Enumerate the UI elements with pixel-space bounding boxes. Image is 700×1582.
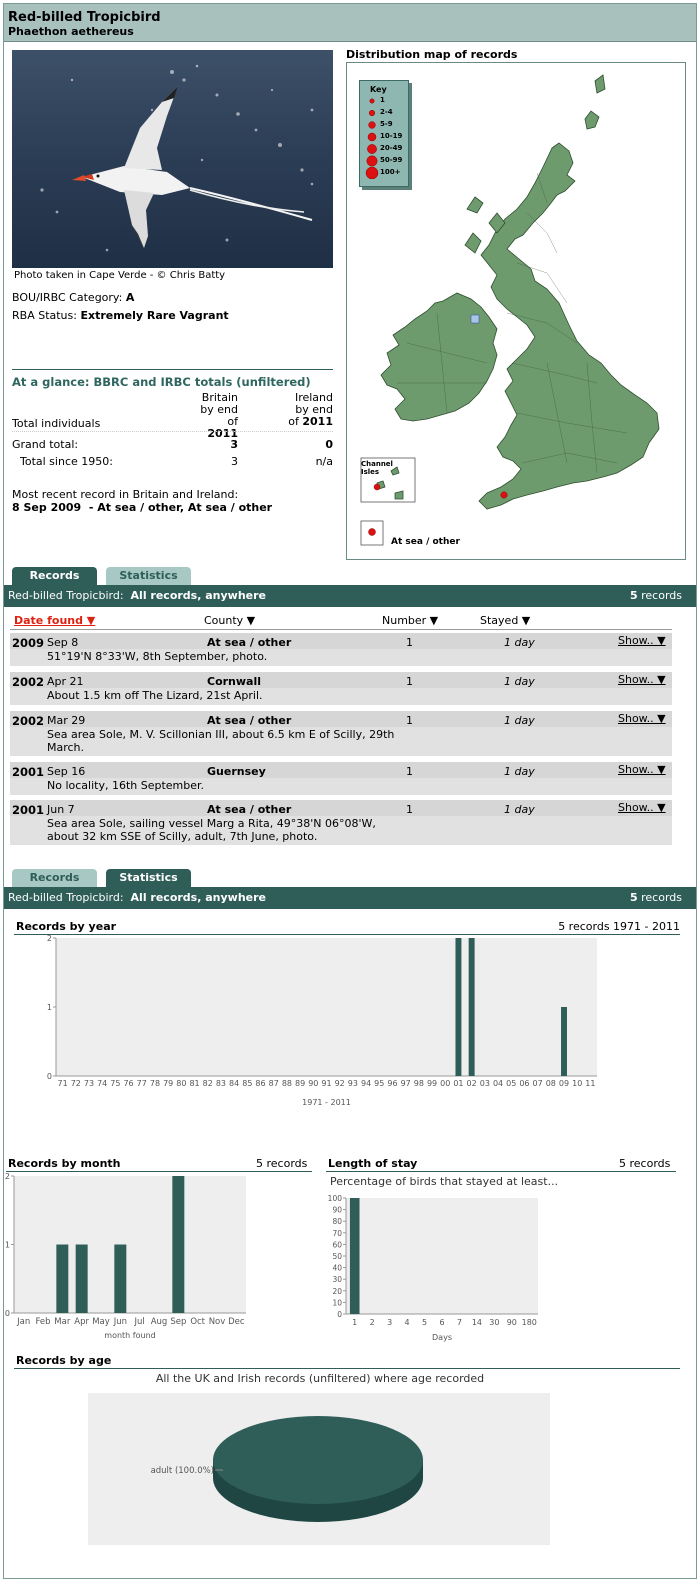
by-age-title: Records by age [16, 1354, 112, 1367]
by-month-summary: 5 records [256, 1157, 308, 1170]
glance-col-britain [200, 392, 238, 440]
x-axis-label: 1971 - 2011 [302, 1098, 351, 1107]
map-key-item [360, 131, 410, 143]
x-tick-label: 1 [352, 1318, 358, 1327]
species-name: Red-billed Tropicbird [8, 10, 161, 25]
record-row [10, 672, 672, 705]
x-tick-label: 2 [369, 1318, 375, 1327]
record-show-link[interactable]: Show.. ▼ [618, 634, 666, 647]
x-tick-label: 07 [532, 1079, 543, 1088]
record-number: 1 [406, 765, 413, 778]
record-county: Cornwall [207, 675, 262, 688]
record-stayed: 1 day [504, 714, 535, 727]
col-britain-line1: Britain [201, 391, 238, 404]
y-tick-label: 40 [332, 1263, 342, 1273]
y-tick-label: 2 [4, 1172, 10, 1181]
record-row [10, 711, 672, 756]
record-description: Sea area Sole, M. V. Scillonian III, about 6.5 km E of Scilly, 29th March. [47, 728, 395, 754]
record-row-header [10, 711, 672, 727]
x-tick-label: 30 [489, 1318, 500, 1327]
map-key-label: 2-4 [380, 108, 393, 116]
sort-stayed[interactable]: Stayed ▼ [480, 614, 531, 627]
record-stayed: 1 day [504, 765, 535, 778]
map-key-label: 50-99 [380, 156, 403, 164]
sort-number[interactable]: Number ▼ [382, 614, 439, 627]
x-tick-label: 09 [558, 1079, 570, 1088]
record-show-link[interactable]: Show.. ▼ [618, 673, 666, 686]
map-key-title: Key [370, 85, 387, 94]
y-tick-label: 1 [46, 1003, 52, 1012]
map-record-dot [501, 492, 507, 498]
glance-divider-dotted [12, 431, 333, 432]
y-tick-label: 70 [332, 1228, 342, 1238]
records-bar-title: Red-billed Tropicbird: All records, anywhere [8, 589, 266, 602]
map-key-dot [367, 156, 377, 166]
record-year: 2001 [12, 765, 45, 779]
x-tick-label: 02 [466, 1079, 477, 1088]
record-show-link[interactable]: Show.. ▼ [618, 712, 666, 725]
record-row [10, 762, 672, 795]
map-key-label: 20-49 [380, 144, 403, 152]
x-tick-label: 86 [255, 1079, 266, 1088]
y-tick-label: 0 [4, 1309, 10, 1318]
col-ireland-line2: by end [295, 403, 333, 416]
x-tick-label: 01 [453, 1079, 464, 1088]
glance-row-header: Total individuals [12, 417, 101, 430]
x-tick-label: 79 [163, 1079, 174, 1088]
bar [455, 938, 461, 1076]
x-tick-label: Dec [228, 1317, 245, 1327]
x-tick-label: 06 [519, 1079, 530, 1088]
grand-total-ireland: 0 [325, 438, 333, 451]
x-tick-label: 76 [123, 1079, 134, 1088]
species-header [4, 4, 696, 42]
x-tick-label: 93 [347, 1079, 358, 1088]
x-axis-label: Days [432, 1333, 452, 1342]
record-county: At sea / other [207, 803, 292, 816]
x-tick-label: 85 [242, 1079, 253, 1088]
x-tick-label: Apr [74, 1317, 90, 1327]
x-tick-label: 6 [439, 1318, 445, 1327]
record-description: 51°19'N 8°33'W, 8th September, photo. [47, 650, 268, 663]
map-key-item [360, 107, 410, 119]
x-tick-label: 4 [404, 1318, 410, 1327]
stay-title: Length of stay [328, 1157, 418, 1170]
x-tick-label: 10 [572, 1079, 583, 1088]
x-tick-label: 71 [57, 1079, 68, 1088]
grand-total-britain: 3 [230, 438, 238, 451]
map-key-dot [367, 144, 376, 153]
record-description: No locality, 16th September. [47, 779, 205, 792]
x-tick-label: 96 [387, 1079, 398, 1088]
record-county: At sea / other [207, 636, 292, 649]
x-tick-label: Oct [190, 1317, 206, 1327]
record-stayed: 1 day [504, 675, 535, 688]
rba-status-label: RBA Status: [12, 309, 77, 322]
y-tick-label: 10 [332, 1298, 342, 1308]
records-column-headers [0, 614, 700, 630]
x-tick-label: 89 [295, 1079, 306, 1088]
record-stayed: 1 day [504, 636, 535, 649]
map-at-sea-dot [369, 529, 376, 536]
y-tick-label: 90 [332, 1205, 342, 1215]
x-tick-label: Feb [35, 1317, 51, 1327]
stay-subtitle: Percentage of birds that stayed at least... [330, 1175, 559, 1188]
x-tick-label: Aug [150, 1317, 168, 1327]
record-date: Sep 16 [47, 765, 86, 778]
record-number: 1 [406, 714, 413, 727]
y-tick-label: 60 [332, 1240, 342, 1250]
y-tick-label: 0 [337, 1310, 342, 1319]
x-tick-label: 03 [479, 1079, 490, 1088]
record-year: 2002 [12, 675, 45, 689]
record-row [10, 633, 672, 666]
since-1950-ireland: n/a [315, 455, 333, 468]
bar [76, 1245, 88, 1314]
stay-rule [326, 1171, 676, 1172]
record-description: About 1.5 km off The Lizard, 21st April. [47, 689, 263, 702]
col-britain-line2: by end [200, 403, 238, 416]
record-number: 1 [406, 803, 413, 816]
x-tick-label: 80 [176, 1079, 187, 1088]
since-1950-label: Total since 1950: [20, 455, 113, 468]
record-row-header [10, 800, 672, 816]
x-tick-label: 92 [334, 1079, 345, 1088]
recent-record-value: 8 Sep 2009 - At sea / other, At sea / other [12, 501, 273, 514]
map-key-dot [369, 110, 375, 116]
record-date: Mar 29 [47, 714, 86, 727]
x-tick-label: 90 [308, 1079, 319, 1088]
x-tick-label: 84 [229, 1079, 240, 1088]
tab-records[interactable]: Records [12, 567, 97, 585]
x-tick-label: Mar [54, 1317, 71, 1327]
x-tick-label: Sep [170, 1317, 187, 1327]
x-tick-label: 90 [506, 1318, 517, 1327]
x-tick-label: 75 [110, 1079, 121, 1088]
x-tick-label: 72 [70, 1079, 81, 1088]
x-tick-label: 99 [426, 1079, 438, 1088]
map-key-label: 5-9 [380, 120, 393, 128]
map-key-label: 10-19 [380, 132, 403, 140]
x-tick-label: 14 [471, 1318, 483, 1327]
records-by-age-chart [88, 1393, 550, 1545]
photo-caption: Photo taken in Cape Verde - © Chris Batty [14, 270, 226, 281]
bar [561, 1007, 567, 1076]
since-1950-britain: 3 [231, 455, 238, 468]
records-bar-count: 5 records [629, 589, 682, 602]
bar [172, 1176, 184, 1313]
record-county: Guernsey [207, 765, 266, 778]
pie-slice-label: adult (100.0%) [150, 1466, 214, 1476]
by-year-title: Records by year [16, 920, 117, 933]
x-tick-label: 88 [281, 1079, 293, 1088]
map-key-dot [368, 133, 376, 141]
x-tick-label: 83 [215, 1079, 227, 1088]
by-age-rule [14, 1368, 680, 1369]
records-header-rule [10, 629, 672, 630]
map-key-label: 1 [380, 96, 385, 104]
rba-status-value: Extremely Rare Vagrant [80, 309, 229, 322]
glance-title: At a glance: BBRC and IRBC totals (unfiltered) [12, 375, 311, 389]
glance-divider [12, 369, 333, 370]
x-tick-label: 00 [440, 1079, 451, 1088]
by-age-subtitle: All the UK and Irish records (unfiltered) where age recorded [155, 1372, 485, 1385]
x-tick-label: 78 [149, 1079, 161, 1088]
bar [56, 1245, 68, 1314]
category-label: BOU/IRBC Category: [12, 291, 123, 304]
x-tick-label: 82 [202, 1079, 213, 1088]
x-tick-label: 77 [136, 1079, 147, 1088]
x-tick-label: 08 [545, 1079, 556, 1088]
glance-col-ireland [284, 392, 333, 428]
bar [114, 1245, 126, 1314]
map-key-item [360, 143, 410, 155]
map-lake-icon [471, 315, 479, 323]
map-key-item [360, 155, 410, 167]
map-key [359, 80, 409, 187]
x-tick-label: 97 [400, 1079, 411, 1088]
map-channel-dot [374, 484, 380, 490]
y-tick-label: 30 [332, 1275, 342, 1285]
x-tick-label: 87 [268, 1079, 279, 1088]
record-date: Jun 7 [47, 803, 75, 816]
plot-background [346, 1198, 538, 1314]
x-tick-label: 7 [456, 1318, 463, 1327]
x-tick-label: 91 [321, 1079, 332, 1088]
statistics-bar-title: Red-billed Tropicbird: All records, anywhere [8, 891, 266, 904]
map-title: Distribution map of records [346, 48, 518, 61]
y-tick-label: 2 [46, 935, 52, 943]
bar [350, 1198, 360, 1314]
grand-total-label: Grand total: [12, 438, 79, 451]
record-year: 2002 [12, 714, 45, 728]
x-tick-label: Jan [17, 1317, 31, 1327]
species-photo [12, 50, 333, 268]
x-tick-label: 73 [83, 1079, 95, 1088]
x-tick-label: 95 [374, 1079, 385, 1088]
category-value: A [125, 291, 135, 304]
record-county: At sea / other [207, 714, 292, 727]
record-year: 2001 [12, 803, 45, 817]
map-key-item [360, 167, 410, 179]
x-axis-label: month found [104, 1331, 156, 1340]
by-year-summary: 5 records 1971 - 2011 [558, 920, 680, 933]
record-row-header [10, 633, 672, 649]
tab-statistics[interactable]: Statistics [106, 567, 191, 585]
map-key-label: 100+ [380, 168, 401, 176]
record-row-header [10, 672, 672, 688]
x-tick-label: Jul [134, 1317, 145, 1327]
category-line [12, 291, 134, 304]
statistics-bar [4, 887, 696, 909]
record-show-link[interactable]: Show.. ▼ [618, 801, 666, 814]
by-month-title: Records by month [8, 1157, 121, 1170]
sort-county[interactable]: County ▼ [204, 614, 256, 627]
col-ireland-line1: Ireland [294, 391, 333, 404]
x-tick-label: May [92, 1317, 110, 1327]
map-key-dot [370, 99, 374, 103]
tab-statistics-2[interactable]: Statistics [106, 869, 191, 887]
record-row-header [10, 762, 672, 778]
statistics-bar-count: 5 records [629, 891, 682, 904]
y-tick-label: 50 [332, 1252, 342, 1261]
x-tick-label: 04 [492, 1079, 504, 1088]
x-tick-label: 05 [506, 1079, 517, 1088]
x-tick-label: 74 [97, 1079, 108, 1088]
bar [469, 938, 475, 1076]
x-tick-label: 81 [189, 1079, 200, 1088]
map-key-dot [366, 167, 378, 179]
record-stayed: 1 day [504, 803, 535, 816]
map-key-item [360, 119, 410, 131]
record-date: Sep 8 [47, 636, 79, 649]
x-tick-label: Nov [208, 1317, 226, 1327]
stay-summary: 5 records [619, 1157, 671, 1170]
tab-records-2[interactable]: Records [12, 869, 97, 887]
col-britain-line3: of 2011 [207, 415, 238, 440]
x-tick-label: 3 [387, 1318, 393, 1327]
records-by-month-chart [0, 1172, 320, 1347]
col-ireland-line3: of 2011 [288, 415, 333, 428]
y-tick-label: 80 [332, 1217, 342, 1227]
x-tick-label: Jun [113, 1317, 127, 1327]
record-show-link[interactable]: Show.. ▼ [618, 763, 666, 776]
pie-slice [213, 1416, 423, 1504]
map-key-item [360, 95, 410, 107]
sort-date-found[interactable]: Date found ▼ [14, 614, 96, 627]
x-tick-label: 98 [413, 1079, 424, 1088]
length-of-stay-chart [320, 1190, 560, 1350]
records-by-year-chart [0, 935, 700, 1110]
rba-status-line [12, 309, 229, 322]
channel-isles-label: Channel Isles [361, 460, 393, 476]
species-latin-name: Phaethon aethereus [8, 25, 134, 38]
record-number: 1 [406, 675, 413, 688]
map-key-dot [369, 122, 376, 129]
record-year: 2009 [12, 636, 45, 650]
x-tick-label: 11 [585, 1079, 596, 1088]
record-description: Sea area Sole, sailing vessel Marg a Rita, 49°38'N 06°08'W, about 32 km SSE of Scilly, adult, 7th June, photo. [47, 817, 376, 843]
y-tick-label: 100 [327, 1194, 342, 1203]
plot-background [14, 1176, 246, 1313]
record-number: 1 [406, 636, 413, 649]
at-sea-label: At sea / other [391, 537, 460, 547]
y-tick-label: 20 [332, 1286, 342, 1296]
record-date: Apr 21 [47, 675, 84, 688]
x-tick-label: 5 [421, 1318, 428, 1327]
record-row [10, 800, 672, 845]
recent-record-label: Most recent record in Britain and Ireland: [12, 488, 239, 501]
y-tick-label: 0 [46, 1072, 52, 1081]
y-tick-label: 1 [4, 1240, 10, 1250]
plot-background [56, 938, 597, 1076]
x-tick-label: 94 [360, 1079, 372, 1088]
x-tick-label: 180 [521, 1318, 537, 1327]
records-bar [4, 585, 696, 607]
